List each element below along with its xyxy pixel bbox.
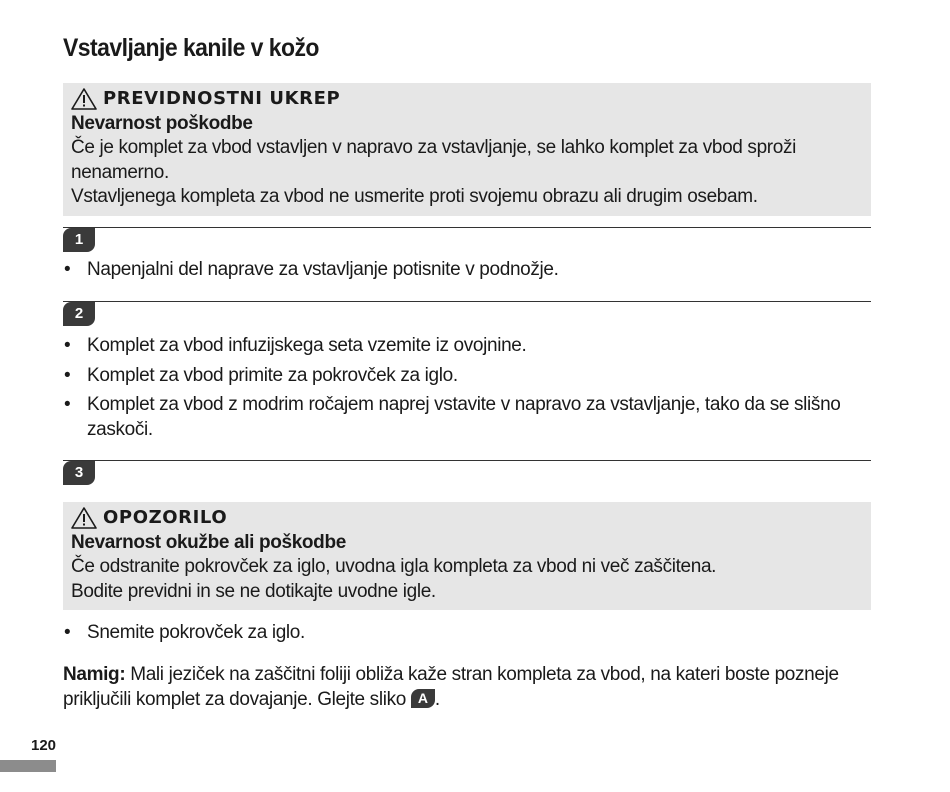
warning-line-2: Bodite previdni in se ne dotikajte uvodne igle. — [71, 580, 436, 602]
warning-subheading: Nevarnost okužbe ali poškodbe — [71, 531, 346, 553]
warning-line-1: Če odstranite pokrovček za iglo, uvodna igla kompleta za vbod ni več zaščitena. — [71, 556, 717, 577]
step-1-list — [63, 258, 871, 288]
list-item: • Snemite pokrovček za iglo. — [63, 621, 871, 646]
caution-line-1: Če je komplet za vbod vstavljen v napravo za vstavljanje, se lahko komplet za vbod sproži nenamerno. — [71, 137, 797, 183]
caution-heading — [71, 87, 863, 112]
step-2-list — [63, 334, 871, 447]
step-3-badge: 3 — [63, 461, 95, 485]
warning-triangle-icon — [71, 507, 97, 529]
list-item: • Komplet za vbod infuzijskega seta vzemite iz ovojnine. — [63, 334, 871, 359]
caution-box — [63, 83, 871, 216]
warning-heading-text: OPOZORILO — [103, 507, 228, 528]
step-3-list — [63, 621, 871, 651]
tip-label: Namig: — [63, 664, 126, 685]
list-item: • Komplet za vbod primite za pokrovček za iglo. — [63, 364, 871, 389]
step-3-divider — [63, 460, 871, 461]
warning-triangle-icon — [71, 88, 97, 110]
page-title: Vstavljanje kanile v kožo — [63, 34, 319, 62]
step-2-divider — [63, 301, 871, 302]
tip-text: Mali jeziček na zaščitni foliji obliža kaže stran kompleta za vbod, na kateri boste pozneje priključili komplet za dovajanje. Glejte sliko — [63, 664, 839, 710]
caution-subheading: Nevarnost poškodbe — [71, 112, 253, 134]
step-2-badge: 2 — [63, 302, 95, 326]
tip-paragraph — [63, 663, 871, 712]
step-1-divider — [63, 227, 871, 228]
list-item: • Komplet za vbod z modrim ročajem naprej vstavite v napravo za vstavljanje, tako da se slišno zaskoči. — [63, 393, 871, 442]
page-marker-bar — [0, 760, 56, 772]
figure-reference-badge: A — [411, 689, 435, 708]
step-1-badge: 1 — [63, 228, 95, 252]
tip-end: . — [434, 688, 440, 710]
warning-heading — [71, 506, 863, 531]
caution-heading-text: PREVIDNOSTNI UKREP — [103, 88, 341, 109]
caution-line-2: Vstavljenega kompleta za vbod ne usmerite proti svojemu obrazu ali drugim osebam. — [71, 186, 758, 207]
page-number: 120 — [31, 737, 57, 754]
warning-box — [63, 502, 871, 610]
list-item: • Napenjalni del naprave za vstavljanje potisnite v podnožje. — [63, 258, 871, 283]
